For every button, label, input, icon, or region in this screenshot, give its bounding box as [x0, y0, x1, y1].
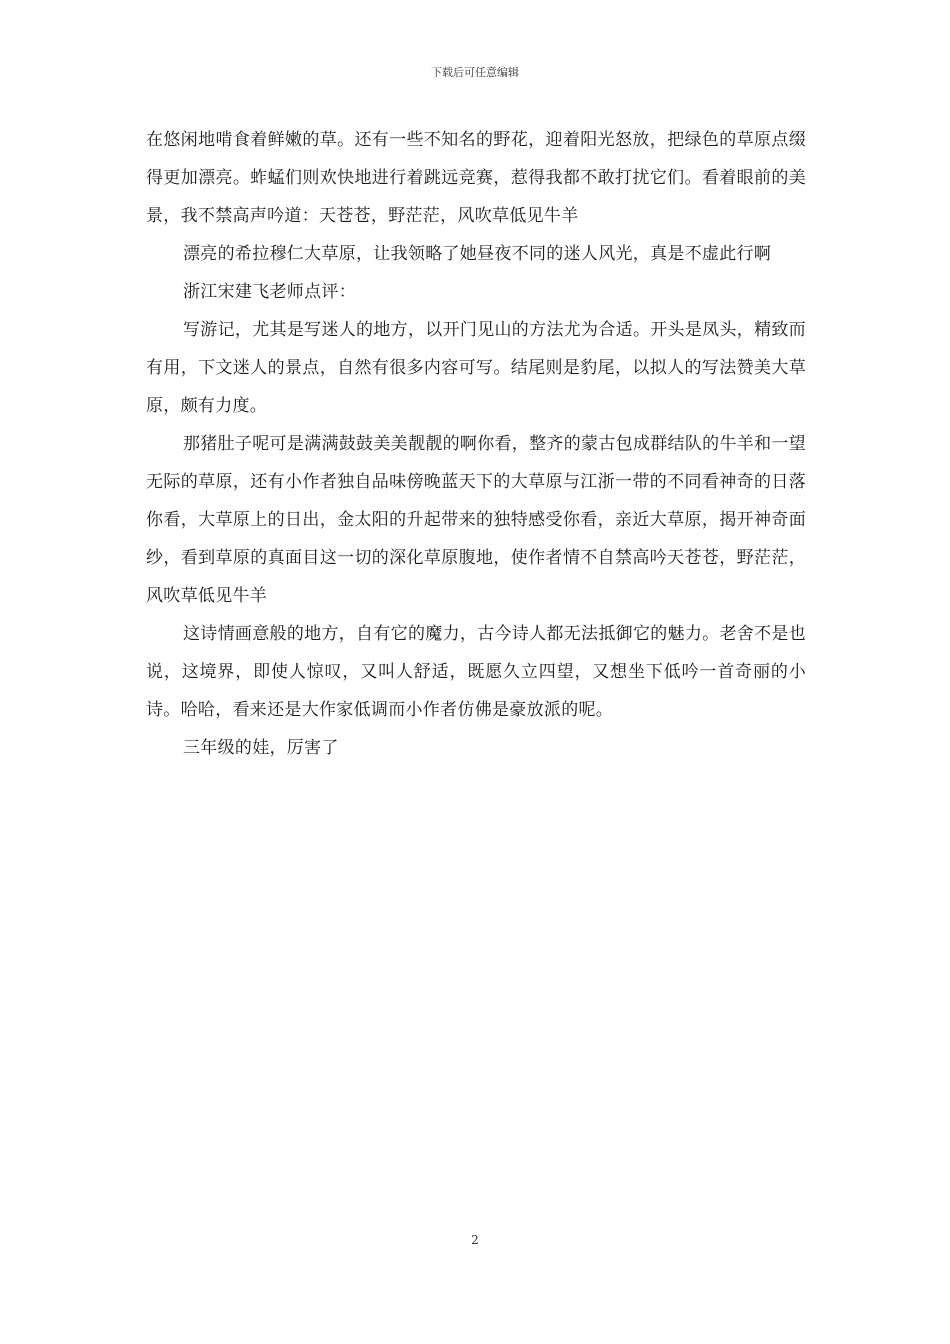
- paragraph-reviewer-heading: 浙江宋建飞老师点评：: [183, 282, 356, 302]
- page-header: 下载后可任意编辑: [431, 66, 519, 79]
- page-number: 2: [471, 1233, 479, 1247]
- paragraph-conclusion: 漂亮的希拉穆仁大草原，让我领略了她昼夜不同的迷人风光，真是不虚此行啊: [183, 244, 772, 264]
- paragraph-review-2: 那猪肚子呢可是满满鼓鼓美美靓靓的啊你看，整齐的蒙古包成群结队的牛羊和一望无际的草原，还有小作者独自品味傍晚蓝天下的大草原与江浙一带的不同看神奇的日落你看，大草原上的日出，金太阳的升起带来的独特感受你看，亲近大草原，揭开神奇面纱，看到草原的真面目这一切的深化草原腹地，使作者情不自禁高吟天苍苍，野茫茫，风吹草低见牛羊: [146, 434, 806, 606]
- paragraph-review-1: 写游记，尤其是写迷人的地方，以开门见山的方法尤为合适。开头是凤头，精致而有用，下文迷人的景点，自然有很多内容可写。结尾则是豹尾，以拟人的写法赞美大草原，颇有力度。: [146, 320, 806, 416]
- paragraph-review-3: 这诗情画意般的地方，自有它的魔力，古今诗人都无法抵御它的魅力。老舍不是也说，这境界，即使人惊叹，又叫人舒适，既愿久立四望，又想坐下低吟一首奇丽的小诗。哈哈，看来还是大作家低调而小作者仿佛是豪放派的呢。: [146, 624, 806, 720]
- paragraph-continuation: 在悠闲地啃食着鲜嫩的草。还有一些不知名的野花，迎着阳光怒放，把绿色的草原点缀得更加漂亮。蚱蜢们则欢快地进行着跳远竞赛，惹得我都不敢打扰它们。看着眼前的美景，我不禁高声吟道：天苍苍，野茫茫，风吹草低见牛羊: [146, 130, 806, 226]
- paragraph-review-4: 三年级的娃，厉害了: [183, 738, 339, 758]
- document-body: [146, 121, 806, 767]
